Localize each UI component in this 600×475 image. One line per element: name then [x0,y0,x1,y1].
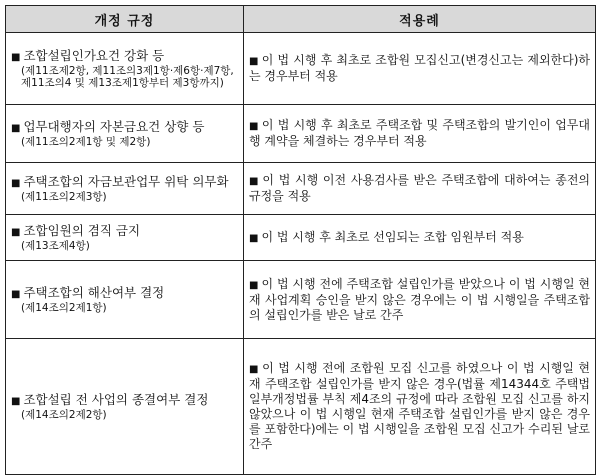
bullet-icon: ■ [249,176,260,187]
provision-refs: (제13조제4항) [21,239,90,252]
bullet-icon: ■ [249,121,259,132]
bullet-icon: ■ [249,364,260,375]
provision-title: 업무대행자의 자본금요건 상향 등 [23,118,205,134]
application-text: 이 법 시행 전에 주택조합 설립인가를 받았으나 이 법 시행일 현재 사업계획 승인을 받지 않은 경우에는 이 법 시행일을 주택조합의 설립인가를 받은 날로 간주 [249,276,591,322]
table-row [6,105,596,163]
application-text: 이 법 시행 후 최초로 조합원 모집신고(변경신고는 제외한다)하는 경우부터 적용 [249,53,591,83]
provision-cell [6,33,244,105]
bullet-icon: ■ [249,56,259,67]
application-cell [244,163,596,215]
application-cell [244,339,596,475]
application-text: 이 법 시행 후 최초로 주택조합 및 주택조합의 발기인이 업무대행 계약을 체결하는 경우부터 적용 [249,118,590,148]
bullet-icon: ■ [11,51,21,63]
provision-refs: (제11조의2제3항) [21,190,107,203]
provision-cell [6,163,244,215]
application-cell [244,215,596,261]
provision-title: 주택조합의 해산여부 결정 [23,284,165,300]
table-row [6,33,596,105]
application-text: 이 법 시행 이전 사용검사를 받은 주택조합에 대하여는 종전의 규정을 적용 [249,173,590,203]
table-row [6,163,596,215]
bullet-icon: ■ [11,226,21,238]
provision-title: 조합임원의 겸직 금지 [23,222,141,238]
regulation-table [5,5,596,475]
provision-cell [6,105,244,163]
header-revised-provision: 개정 규정 [6,6,244,33]
provision-title: 주택조합의 자금보관업무 위탁 의무화 [23,173,229,189]
provision-refs: (제14조의2제2항) [21,408,107,421]
bullet-icon: ■ [11,122,21,134]
bullet-icon: ■ [249,232,259,244]
provision-title: 조합설립 전 사업의 종결여부 결정 [23,391,209,407]
header-row [6,6,596,33]
application-text: 이 법 시행 전에 조합원 모집 신고를 하였으나 이 법 시행일 현재 주택조합 설립인가를 받지 않은 경우(법률 제14344호 주택법 일부개정법률 부칙 제4조의 규정에 따라 조합원 모집 신고를 하지 않았으나 이 법 시행일 현재 주택조합 설립인가를 받지 않은 경우를 포함한다)에는 이 법 시행일을 조합원 모집 신고가 수리된 날로 간주 [249,361,591,451]
provision-refs: (제11조의2제1항 및 제2항) [21,135,151,148]
provision-cell [6,215,244,261]
table-row [6,261,596,339]
regulation-table-wrapper [5,5,595,470]
provision-refs: (제11조제2항, 제11조의3제1항·제6항·제7항, 제11조의4 및 제13조제1항부터 제3항까지) [21,64,234,89]
provision-cell [6,261,244,339]
application-cell [244,105,596,163]
bullet-icon: ■ [11,395,21,407]
application-cell [244,33,596,105]
provision-title: 조합설립인가요건 강화 등 [23,47,165,63]
bullet-icon: ■ [249,279,259,291]
provision-cell [6,339,244,475]
table-row [6,215,596,261]
application-text: 이 법 시행 후 최초로 선임되는 조합 임원부터 적용 [261,229,524,244]
table-row [6,339,596,475]
bullet-icon: ■ [11,288,21,300]
application-cell [244,261,596,339]
bullet-icon: ■ [11,177,21,189]
header-application-rule: 적용례 [244,6,596,33]
provision-refs: (제14조의2제1항) [21,301,107,314]
